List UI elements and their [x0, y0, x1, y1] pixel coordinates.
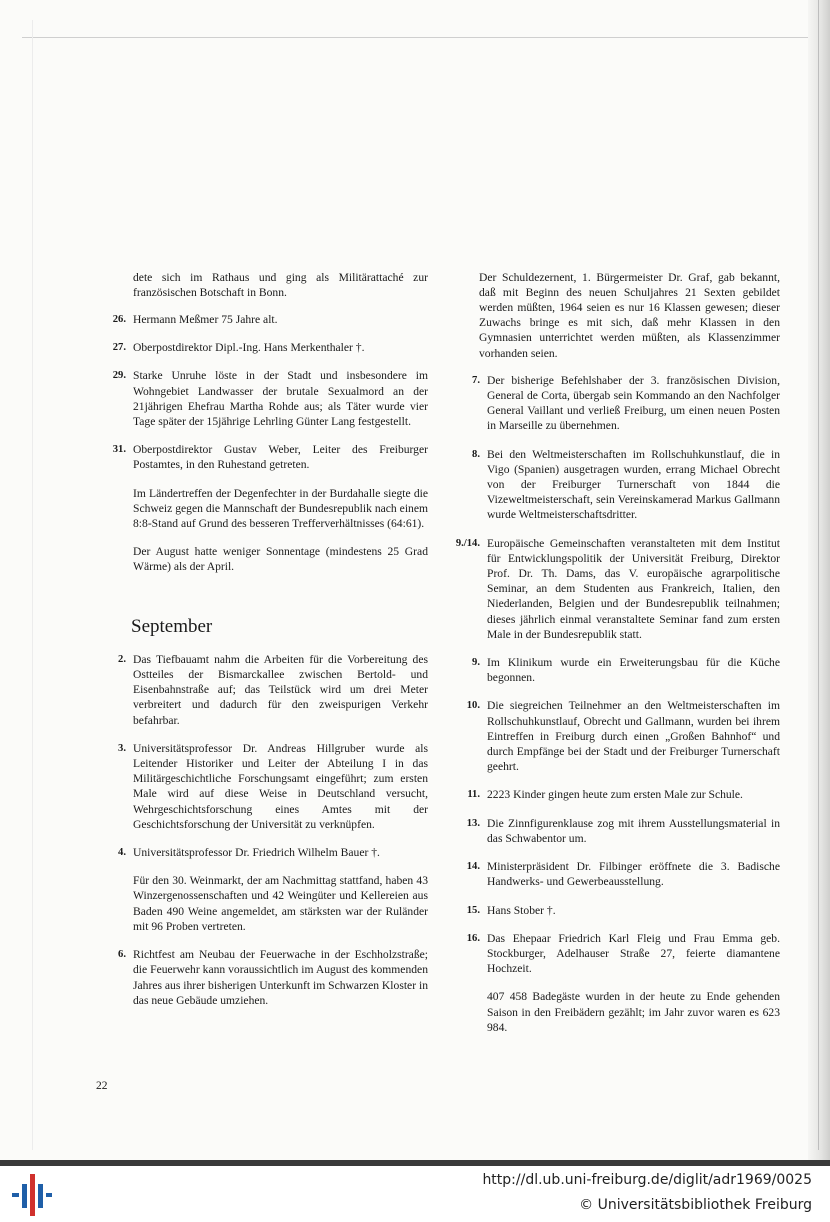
month-heading: September — [131, 615, 213, 637]
entry-text — [487, 859, 780, 889]
entry-day: 10. — [466, 700, 480, 712]
entry-sep-13 — [442, 816, 780, 846]
right-column — [442, 258, 780, 1048]
entry-text — [487, 655, 780, 685]
entry-sep-10 — [442, 698, 780, 774]
entry-text — [133, 947, 428, 1008]
entry-text — [133, 340, 428, 355]
entry-text — [487, 903, 780, 918]
entry-day: 13. — [466, 817, 480, 829]
entry-text — [487, 816, 780, 846]
entry-paragraph: Der bisherige Befehlshaber der 3. französischen Division, General de Corta, übergab sein Kommando an den Nachfolger General Vaillant und verließ Freiburg, um einen neuen Posten in Marseille zu übernehmen. — [487, 373, 780, 433]
entry-day: 7. — [472, 374, 480, 386]
entry-sep-3 — [96, 741, 428, 832]
entry-day: 26. — [112, 314, 126, 325]
entry-paragraph: Richtfest am Neubau der Feuerwache in der Eschholzstraße; die Feuerwehr kann voraussichtlich im August des kommenden Jahres aus ihrer bisherigen Unterkunft im Schwarzen Kloster in das neue Gebäude umziehen. — [133, 948, 428, 1007]
copyright-notice: © Universitätsbibliothek Freiburg — [579, 1197, 812, 1213]
entry-paragraph: Die Zinnfigurenklause zog mit ihrem Ausstellungsmaterial in das Schwabentor um. — [487, 816, 780, 845]
entry-day: 31. — [112, 444, 126, 456]
ub-freiburg-logo-icon — [12, 1174, 52, 1216]
entry-paragraph: Hans Stober †. — [487, 903, 556, 917]
entry-day: 8. — [472, 448, 480, 460]
entry-paragraph: Für den 30. Weinmarkt, der am Nachmittag stattfand, haben 43 Winzergenossenschaften und 42 Weingüter und Kellereien aus Baden 490 Weine angemeldet, am stärksten war der Ruländer mit 96 Proben vertreten. — [133, 874, 428, 933]
entry-day: 15. — [466, 904, 480, 916]
entry-29 — [96, 368, 428, 429]
page-right-border — [818, 0, 819, 1150]
entry-sep-9-14 — [442, 536, 780, 642]
entry-sep-7 — [442, 373, 780, 434]
entry-day: 2. — [118, 653, 126, 665]
entry-text — [487, 536, 780, 642]
entry-sep-2 — [96, 652, 428, 728]
entry-day: 14. — [466, 861, 480, 873]
entry-paragraph: Im Ländertreffen der Degenfechter in der Burdahalle siegte die Schweiz gegen die Mannschaft der Bundesrepublik nach einem 8:8-Stand auf Grund des besseren Trefferverhältnisses (64:61). — [133, 486, 428, 531]
entry-text — [133, 845, 428, 934]
entry-day: 9./14. — [455, 537, 480, 549]
entry-text — [487, 931, 780, 1035]
entry-sep-6 — [96, 947, 428, 1008]
entry-sep-4 — [96, 845, 428, 934]
entry-sep-8 — [442, 447, 780, 523]
entry-paragraph: Die siegreichen Teilnehmer an den Weltmeisterschaften im Rollschuhkunstlauf, Obrecht und Gallmann, wurden bei ihrem Eintreffen in Freiburg durch einen „Großen Bahnhof“ und durch Empfänge bei der Stadt und der Freiburger Turnerschaft geehrt. — [487, 699, 780, 774]
entry-text — [487, 447, 780, 523]
entry-day: 16. — [466, 932, 480, 944]
entry-31 — [96, 442, 428, 574]
entry-text — [133, 368, 428, 429]
entry-text — [487, 373, 780, 434]
entry-text — [133, 741, 428, 832]
entry-text — [133, 312, 428, 327]
entry-day: 29. — [112, 370, 126, 382]
entry-paragraph: Im Klinikum wurde ein Erweiterungsbau für die Küche begonnen. — [487, 656, 780, 685]
entry-paragraph: 2223 Kinder gingen heute zum ersten Male zur Schule. — [487, 788, 743, 802]
entry-sep-11 — [442, 787, 780, 802]
top-edge-rule — [22, 37, 822, 38]
entry-paragraph: 407 458 Badegäste wurden in der heute zu Ende gehenden Saison in den Freibädern gezählt; im Jahr zuvor waren es 623 984. — [487, 990, 780, 1034]
entry-sep-9 — [442, 655, 780, 685]
entry-day: 3. — [118, 742, 126, 754]
entry-text — [487, 698, 780, 774]
permalink-url[interactable]: http://dl.ub.uni-freiburg.de/diglit/adr1969/0025 — [482, 1172, 812, 1188]
library-footer — [0, 1166, 830, 1222]
entry-27 — [96, 340, 428, 355]
entry-text — [487, 787, 780, 802]
entry-sep-15 — [442, 903, 780, 918]
entry-26 — [96, 312, 428, 327]
right-intro-paragraph: Der Schuldezernent, 1. Bürgermeister Dr. Graf, gab bekannt, daß mit Beginn des neuen Schuljahres 21 Sexten gebildet werden müßten, 1964 seien es nur 16 Klassen gewesen; dieser Zuwachs bringe es mit sich, daß mehr Klassen in den Gymnasien unterrichtet werden müßten, als Klassenzimmer vorhanden seien. — [479, 270, 780, 360]
entry-paragraph: Oberpostdirektor Dipl.-Ing. Hans Merkenthaler †. — [133, 341, 365, 355]
entry-paragraph: Hermann Meßmer 75 Jahre alt. — [133, 313, 278, 326]
entry-paragraph: Oberpostdirektor Gustav Weber, Leiter des Freiburger Postamtes, in den Ruhestand getreten. — [133, 443, 428, 472]
entry-sep-14 — [442, 859, 780, 889]
page-right-edge — [808, 0, 830, 1160]
page-number: 22 — [96, 1080, 108, 1092]
entry-paragraph: Universitätsprofessor Dr. Andreas Hillgruber wurde als Leitender Historiker und Leiter der Abteilung I in das Militärgeschichtliche Forschungsamt eingeführt; zum ersten Male wird auf diese Weise in Deutschland versucht, Wehrgeschichtsforschung eines Amtes mit der Geschichtsforschung der Universität zu verknüpfen. — [133, 741, 428, 831]
left-column — [96, 258, 428, 1021]
entry-day: 9. — [472, 657, 480, 669]
entry-paragraph: Universitätsprofessor Dr. Friedrich Wilhelm Bauer †. — [133, 846, 380, 860]
entry-day: 11. — [467, 789, 480, 801]
entry-text — [133, 652, 428, 728]
entry-day: 6. — [118, 949, 126, 961]
entry-sep-16 — [442, 931, 780, 1035]
entry-paragraph: Das Ehepaar Friedrich Karl Fleig und Frau Emma geb. Stockburger, Adelhauser Straße 27, feierte diamantene Hochzeit. — [487, 931, 780, 976]
entry-paragraph: Das Tiefbauamt nahm die Arbeiten für die Vorbereitung des Ostteiles der Bismarckallee zwischen Bertold- und Eisenbahnstraße auf; das Teilstück wird um drei Meter verbreitert und dadurch für den zweispurigen Verkehr befahrbar. — [133, 652, 428, 727]
entry-paragraph: Europäische Gemeinschaften veranstalteten mit dem Institut für Entwicklungspolitik der Universität Freiburg, Direktor Prof. Dr. Th. Dams, das V. europäische agrarpolitische Seminar, an dem Studenten aus Frankreich, Italien, den Niederlanden, Belgien und der Bundesrepublik teilnahmen; dieses jährlich einmal veranstaltete Seminar fand zum ersten Male in der Bundesrepublik statt. — [487, 536, 780, 641]
entry-paragraph: Der August hatte weniger Sonnentage (mindestens 25 Grad Wärme) als der April. — [133, 545, 428, 574]
entry-text — [133, 442, 428, 574]
entry-paragraph: Starke Unruhe löste in der Stadt und insbesondere im Wohngebiet Landwasser der brutale Sexualmord an der 21jährigen Ehefrau Martha Rohde aus; als Täter wurde vier Tage später der 15jährige Lehrling Günter Lang festgestellt. — [133, 369, 428, 429]
left-edge-shadow — [32, 20, 33, 1150]
left-intro-paragraph: dete sich im Rathaus und ging als Militärattaché zur französischen Botschaft in Bonn. — [133, 270, 428, 299]
entry-paragraph: Ministerpräsident Dr. Filbinger eröffnete die 3. Badische Handwerks- und Gewerbeausstellung. — [487, 860, 780, 889]
entry-paragraph: Bei den Weltmeisterschaften im Rollschuhkunstlauf, die in Vigo (Spanien) ausgetragen wurden, errang Michael Obrecht von der Freiburger Turnerschaft von 1844 die Vizeweltmeisterschaft, sein Vereinskamerad Markus Gallmann wurde Weltmeisterschaftsdritter. — [487, 447, 780, 522]
entry-day: 4. — [118, 847, 126, 859]
entry-day: 27. — [112, 342, 126, 354]
